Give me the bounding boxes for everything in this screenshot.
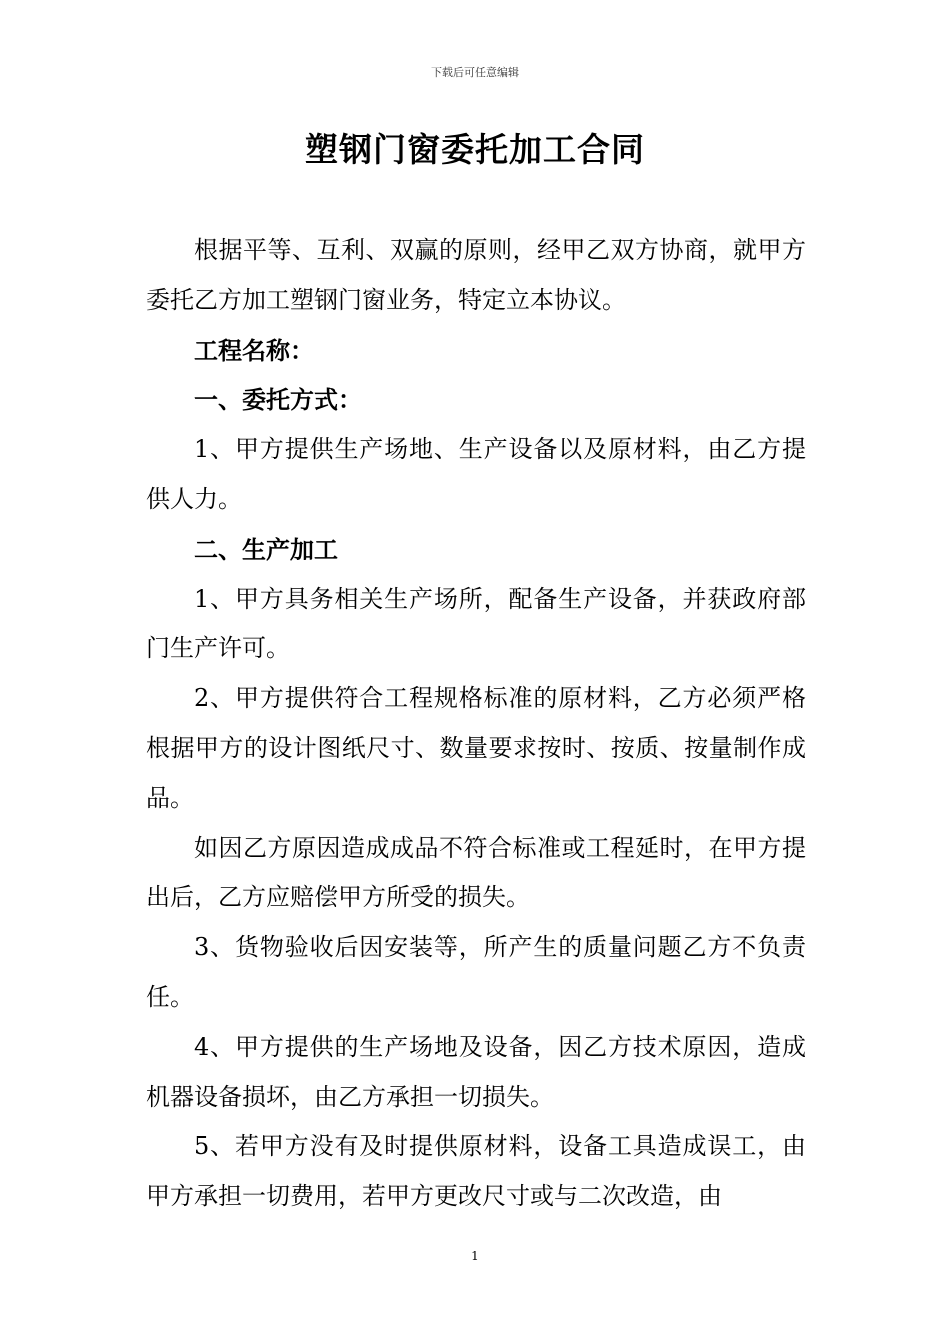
paragraph-clause-2-1: 1、甲方具务相关生产场所，配备生产设备，并获政府部门生产许可。 [146, 584, 806, 663]
document-body [146, 226, 806, 1222]
paragraph-clause-2-2-note: 如因乙方原因造成成品不符合标准或工程延时，在甲方提出后，乙方应赔偿甲方所受的损失。 [146, 833, 806, 912]
paragraph-clause-2-4: 4、甲方提供的生产场地及设备，因乙方技术原因，造成机器设备损坏，由乙方承担一切损失。 [146, 1032, 806, 1111]
heading-section-1: 一、委托方式： [194, 385, 362, 415]
heading-section-2: 二、生产加工 [194, 534, 338, 564]
heading-project-name: 工程名称： [194, 335, 314, 365]
paragraph-intro: 根据平等、互利、双赢的原则，经甲乙双方协商，就甲方委托乙方加工塑钢门窗业务，特定立本协议。 [146, 236, 806, 314]
paragraph-clause-1-1: 1、甲方提供生产场地、生产设备以及原材料，由乙方提供人力。 [146, 435, 806, 513]
header-note: 下载后可任意编辑 [431, 66, 519, 79]
paragraph-clause-2-2: 2、甲方提供符合工程规格标准的原材料，乙方必须严格根据甲方的设计图纸尺寸、数量要求按时、按质、按量制作成品。 [146, 684, 806, 812]
document-title: 塑钢门窗委托加工合同 [305, 130, 645, 169]
paragraph-clause-2-5: 5、若甲方没有及时提供原材料，设备工具造成误工，由甲方承担一切费用，若甲方更改尺寸或与二次改造，由 [146, 1132, 806, 1211]
page-number: 1 [471, 1249, 479, 1263]
paragraph-clause-2-3: 3、货物验收后因安装等，所产生的质量问题乙方不负责任。 [146, 933, 806, 1011]
